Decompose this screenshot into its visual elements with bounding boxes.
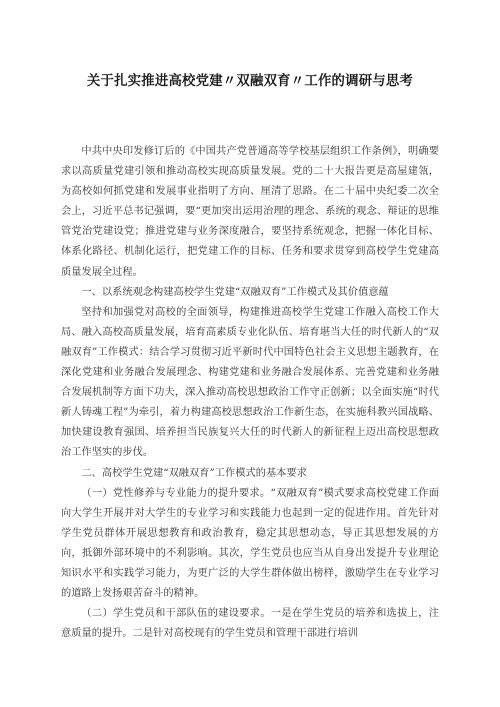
paragraph-section-1: 坚持和加强党对高校的全面领导，构建推进高校学生党建工作融入高校工作大局、融入高校高质量发展，培育高素质专业化队伍、培育堪当大任的时代新人的“双融双育”工作模式：结合学习贯彻习近平新时代中国特色社会主义思想主题教育，在深化党建和业务融合发展理念、构建党建和业务融合发展体系、完善党建和业务融合发展机制等方面下功夫，深入推动高校思想政治工作守正创新；以全面实施“时代新人铸魂工程”为牵引，着力构建高校思想政治工作新生态，在实施科教兴国战略、加快建设教育强国、培养担当民族复兴大任的时代新人的新征程上迈出高校思想政治工作坚实的步伐。 bbox=[61, 306, 439, 459]
paragraph-subsection-1: （一）党性修养与专业能力的提升要求。“双融双育”模式要求高校党建工作面向大学生开展并对大学生的专业学习和实践能力也起到一定的促进作用。首先针对学生党员群体开展思想教育和政治教育，稳定其思想动态，导正其思想发展的方向，抵御外部环境中的不利影响。其次，学生党员也应当从自身出发提升专业理论知识水平和实践学习能力，为更广泛的大学生群体做出榜样，激励学生在专业学习的道路上发扬艰苦奋斗的精神。 bbox=[61, 487, 439, 600]
section-heading-2: 二、高校学生党建“双融双育”工作模式的基本要求 bbox=[81, 467, 307, 479]
section-heading-1: 一、以系统观念构建高校学生党建“双融双育”工作模式及其价值意蕴 bbox=[81, 286, 389, 298]
document-title: 关于扎实推进高校党建〃双融双育〃工作的调研与思考 bbox=[86, 74, 414, 89]
paragraph-intro: 中共中央印发修订后的《中国共产党普通高等学校基层组织工作条例》，明确要求以高质量党建引领和推动高校实现高质量发展。党的二十大报告更是高屋建瓴，为高校如何抓党建和发展事业指明了方向、厘清了思路。在二十届中央纪委二次全会上，习近平总书记强调，要“更加突出运用治理的理念、系统的观念、辩证的思维管党治党建设党；推进党建与业务深度融合，要坚持系统观念，把握一体化目标、体系化路径、机制化运行，把党建工作的目标、任务和要求贯穿到高校学生党建高质量发展全过程。 bbox=[61, 146, 439, 278]
paragraph-subsection-2: （二）学生党员和干部队伍的建设要求。一是在学生党员的培养和选拔上，注意质量的提升。二是针对高校现有的学生党员和管理干部进行培训 bbox=[61, 608, 439, 640]
document-body bbox=[61, 142, 439, 644]
